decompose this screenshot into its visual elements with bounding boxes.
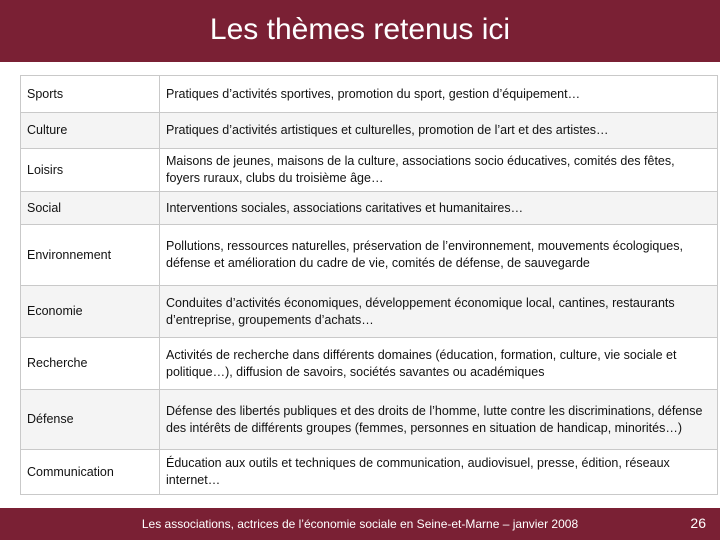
table-row [21, 149, 718, 192]
theme-description: Activités de recherche dans différents domaines (éducation, formation, culture, vie sociale et politique…), diffusion de savoirs, sociétés savantes ou académiques [160, 338, 718, 390]
table-row [21, 338, 718, 390]
page-number: 26 [690, 515, 706, 531]
table-row [21, 192, 718, 225]
theme-description: Éducation aux outils et techniques de communication, audiovisuel, presse, édition, réseaux internet… [160, 450, 718, 495]
theme-description: Interventions sociales, associations caritatives et humanitaires… [160, 192, 718, 225]
theme-description: Pratiques d’activités artistiques et culturelles, promotion de l’art et des artistes… [160, 113, 718, 149]
theme-name: Recherche [21, 338, 160, 390]
footer-bar [0, 508, 720, 540]
table-row [21, 286, 718, 338]
theme-description: Maisons de jeunes, maisons de la culture, associations socio éducatives, comités des fêtes, foyers ruraux, clubs du troisième âge… [160, 149, 718, 192]
table-row [21, 113, 718, 149]
theme-description: Conduites d’activités économiques, développement économique local, cantines, restaurants d’entreprise, groupements d’achats… [160, 286, 718, 338]
page-title: Les thèmes retenus ici [209, 13, 511, 46]
table-row [21, 76, 718, 113]
theme-name: Loisirs [21, 149, 160, 192]
themes-table [20, 75, 718, 495]
theme-name: Défense [21, 390, 160, 450]
theme-description: Pratiques d’activités sportives, promotion du sport, gestion d’équipement… [160, 76, 718, 113]
table-row [21, 225, 718, 286]
theme-name: Economie [21, 286, 160, 338]
footer-text: Les associations, actrices de l’économie sociale en Seine-et-Marne – janvier 2008 [141, 517, 579, 531]
table-row [21, 450, 718, 495]
theme-description: Défense des libertés publiques et des droits de l’homme, lutte contre les discriminations, défense des intérêts de différents groupes (femmes, personnes en situation de handicap, minorités…) [160, 390, 718, 450]
theme-name: Environnement [21, 225, 160, 286]
header-bar [0, 0, 720, 62]
theme-name: Communication [21, 450, 160, 495]
theme-name: Culture [21, 113, 160, 149]
theme-name: Sports [21, 76, 160, 113]
theme-name: Social [21, 192, 160, 225]
table-row [21, 390, 718, 450]
theme-description: Pollutions, ressources naturelles, préservation de l’environnement, mouvements écologiques, défense et amélioration du cadre de vie, comités de défense, de sauvegarde [160, 225, 718, 286]
